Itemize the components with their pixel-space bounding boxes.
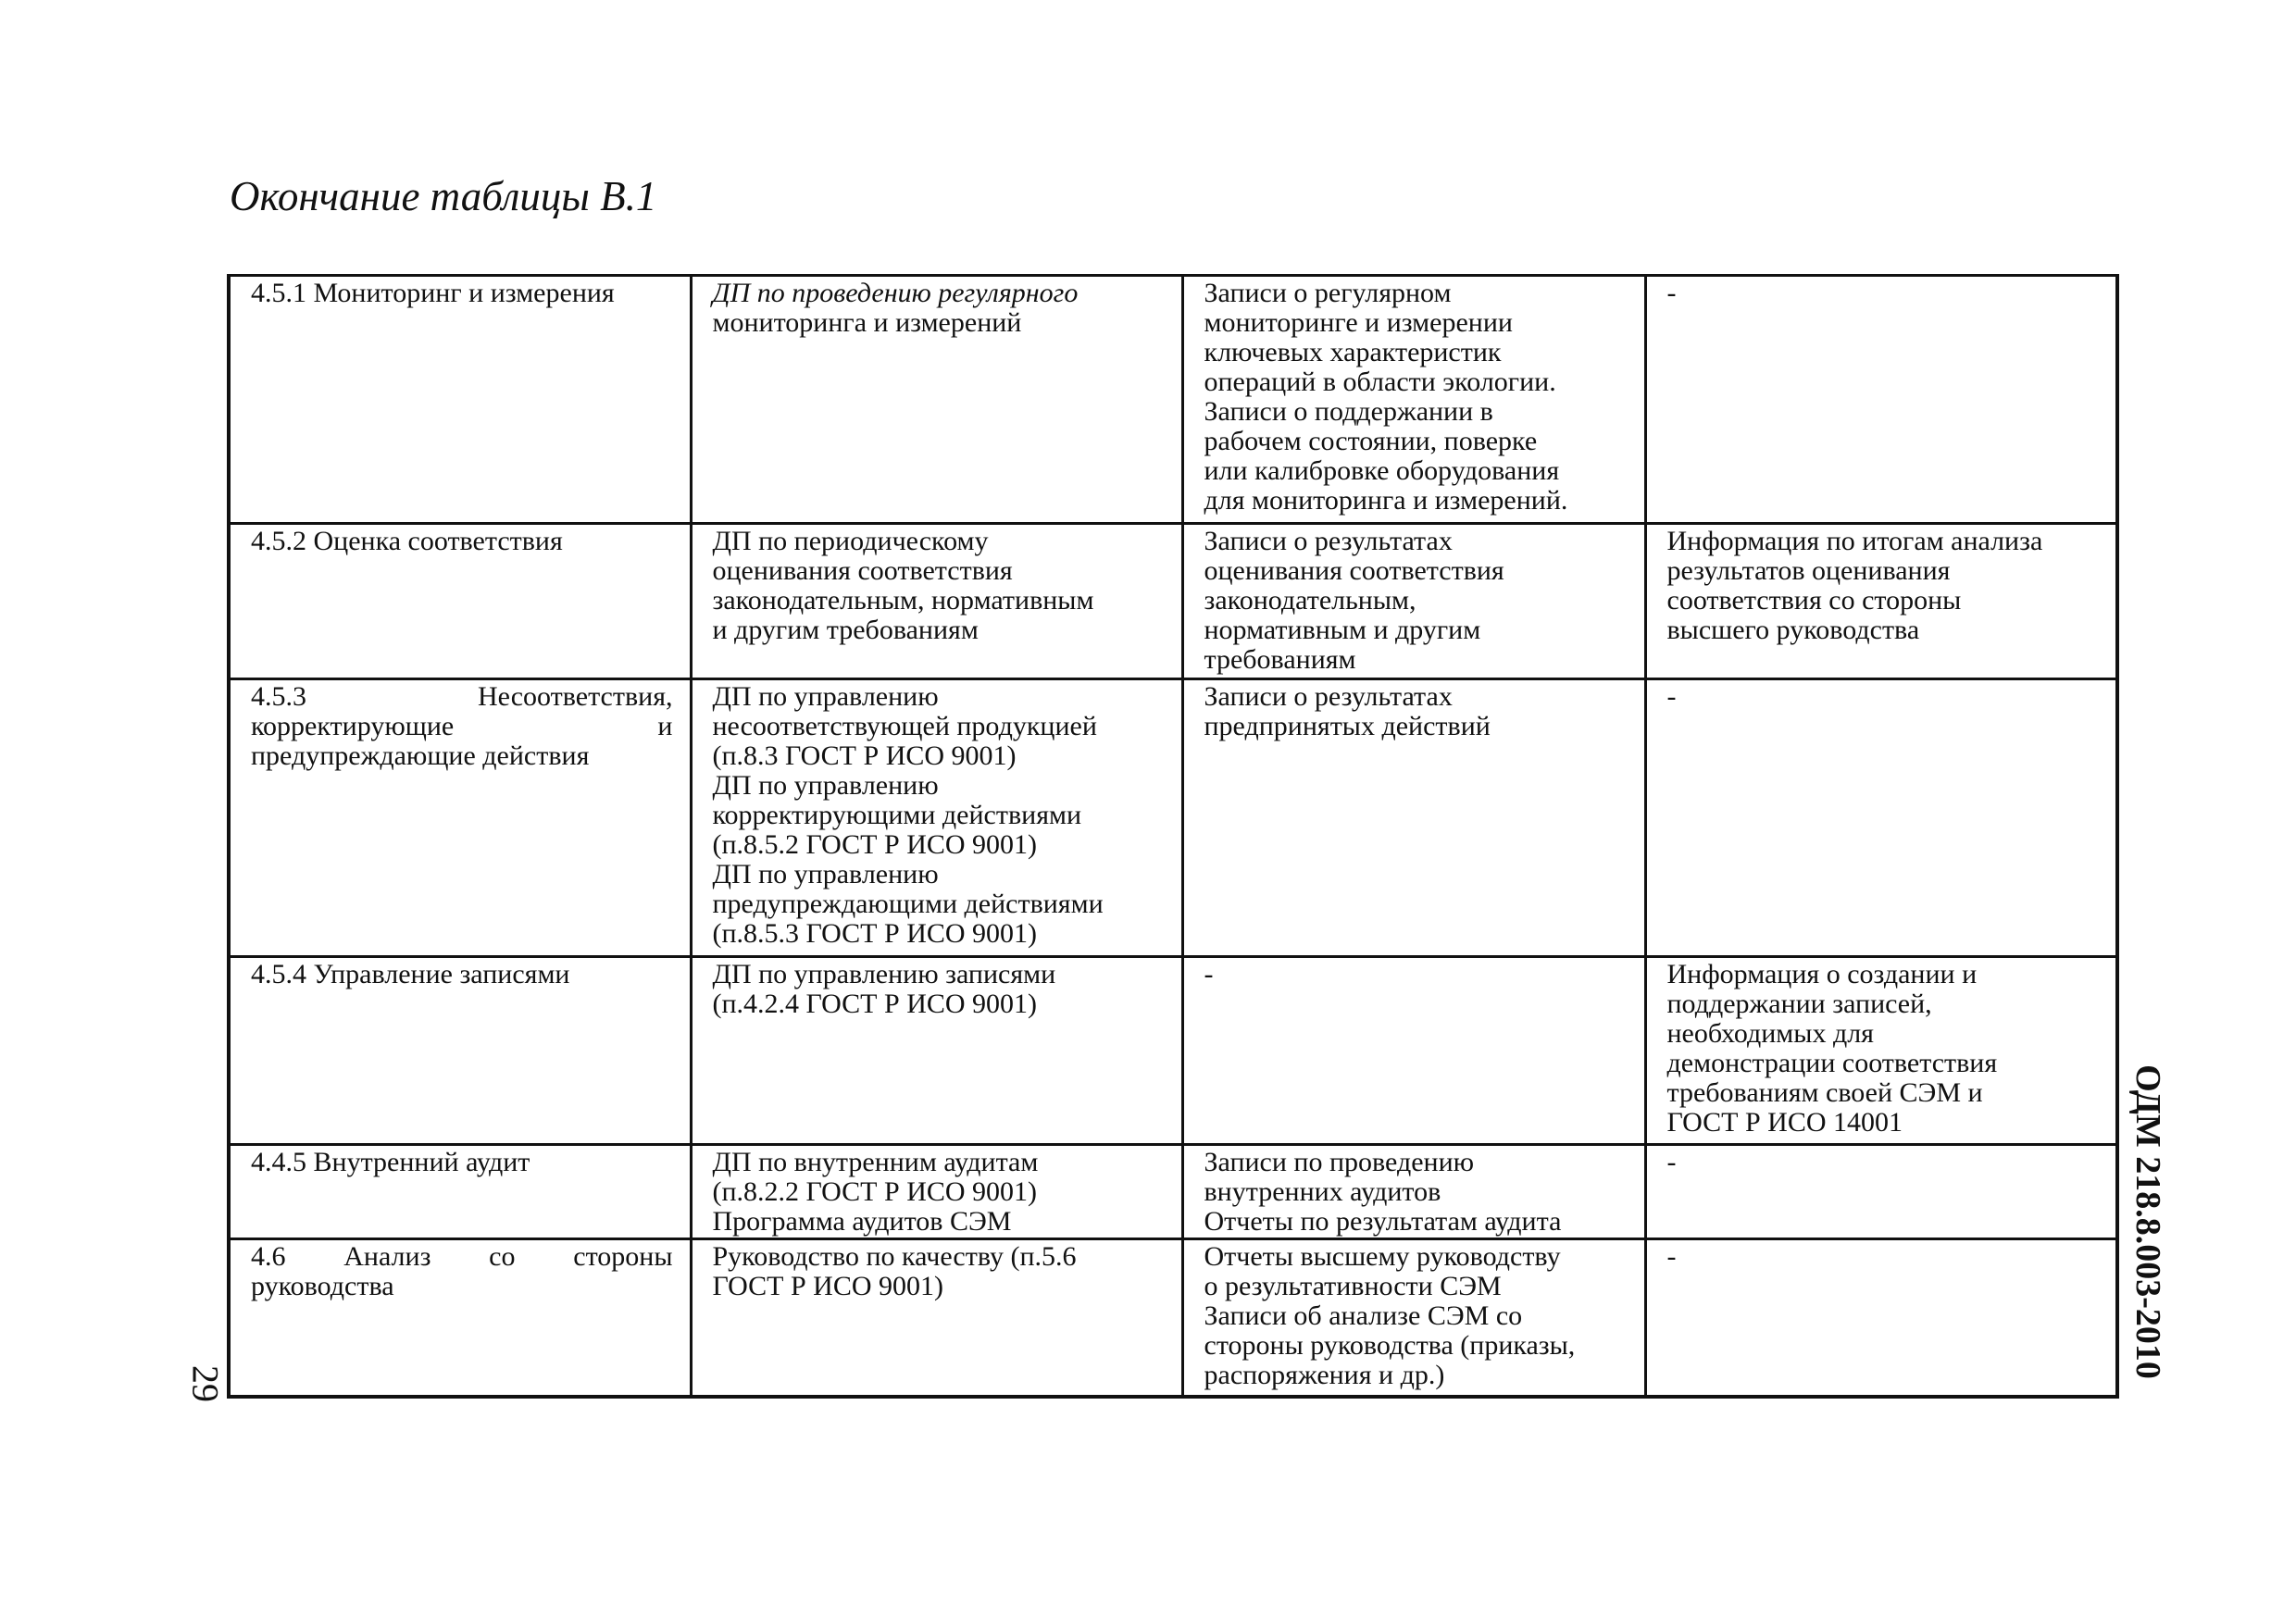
procedure-cell xyxy=(691,957,1182,1145)
cell-line: распоряжения и др.) xyxy=(1204,1360,1445,1390)
cell-line: 4.5.3 Несоответствия, xyxy=(251,681,673,712)
cell-line: операций в области экологии. xyxy=(1204,367,1556,397)
information-cell xyxy=(1645,524,2117,679)
table-row xyxy=(229,957,2117,1145)
cell-line: Программа аудитов СЭМ xyxy=(712,1206,1012,1237)
clause-cell xyxy=(229,1239,691,1397)
cell-line: поддержании записей, xyxy=(1666,989,1932,1019)
cell-line: ГОСТ Р ИСО 9001) xyxy=(712,1271,943,1301)
records-cell xyxy=(1182,1145,1645,1239)
cell-line: ДП по внутренним аудитам xyxy=(712,1147,1039,1177)
page-number: 29 xyxy=(184,1365,227,1402)
clause-cell xyxy=(229,276,691,524)
cell-line: корректирующими действиями xyxy=(712,800,1082,830)
cell-line: Информация о создании и xyxy=(1666,959,1978,989)
cell-line: требованиям своей СЭМ и xyxy=(1666,1077,1983,1108)
cell-line: и другим требованиям xyxy=(712,615,979,645)
cell-line: ключевых характеристик xyxy=(1204,337,1502,367)
cell-line: Отчеты высшему руководству xyxy=(1204,1241,1561,1272)
records-cell xyxy=(1182,679,1645,957)
information-cell xyxy=(1645,1239,2117,1397)
procedure-cell xyxy=(691,524,1182,679)
cell-line: руководства xyxy=(251,1271,394,1301)
records-cell xyxy=(1182,957,1645,1145)
cell-line: или калибровке оборудования xyxy=(1204,455,1560,486)
cell-line: 4.6 Анализ со стороны xyxy=(251,1241,673,1272)
table-caption: Окончание таблицы В.1 xyxy=(230,173,657,219)
cell-line: Записи о регулярном xyxy=(1204,278,1452,308)
information-cell xyxy=(1645,957,2117,1145)
cell-line: ДП по управлению xyxy=(712,859,939,889)
cell-line: соответствия со стороны xyxy=(1666,585,1962,616)
cell-line: ДП по управлению записями xyxy=(712,959,1056,989)
clause-cell xyxy=(229,524,691,679)
cell-line: предупреждающими действиями xyxy=(712,889,1104,919)
cell-line: ДП по управлению xyxy=(712,681,939,712)
cell-line: оценивания соответствия xyxy=(712,555,1013,586)
cell-line: мониторинге и измерении xyxy=(1204,307,1513,338)
cell-line: законодательным, xyxy=(1204,585,1416,616)
cell-line: 4.4.5 Внутренний аудит xyxy=(251,1147,530,1177)
cell-line: ДП по управлению xyxy=(712,770,939,801)
cell-line: рабочем состоянии, поверке xyxy=(1204,426,1538,456)
cell-line: - xyxy=(1666,1241,1677,1272)
cell-line: несоответствующей продукцией xyxy=(712,711,1097,741)
cell-line: законодательным, нормативным xyxy=(712,585,1094,616)
table-row xyxy=(229,679,2117,957)
cell-line: внутренних аудитов xyxy=(1204,1176,1441,1207)
cell-line: о результативности СЭМ xyxy=(1204,1271,1502,1301)
cell-line: (п.4.2.4 ГОСТ Р ИСО 9001) xyxy=(712,989,1038,1019)
cell-line: (п.8.2.2 ГОСТ Р ИСО 9001) xyxy=(712,1176,1038,1207)
document-code: ОДМ 218.8.003-2010 xyxy=(2128,1064,2167,1379)
cell-line: - xyxy=(1666,278,1677,308)
cell-line: ДП по проведению регулярного xyxy=(712,278,1079,308)
cell-line: (п.8.3 ГОСТ Р ИСО 9001) xyxy=(712,740,1017,771)
cell-line: (п.8.5.3 ГОСТ Р ИСО 9001) xyxy=(712,918,1038,949)
clause-cell xyxy=(229,957,691,1145)
table-row xyxy=(229,1239,2117,1397)
cell-line: высшего руководства xyxy=(1666,615,1920,645)
cell-line: Записи о поддержании в xyxy=(1204,396,1493,427)
cell-line: (п.8.5.2 ГОСТ Р ИСО 9001) xyxy=(712,829,1038,860)
cell-line: результатов оценивания xyxy=(1666,555,1951,586)
cell-line: нормативным и другим xyxy=(1204,615,1481,645)
table-row xyxy=(229,276,2117,524)
records-cell xyxy=(1182,1239,1645,1397)
cell-line: 4.5.1 Мониторинг и измерения xyxy=(251,278,615,308)
cell-line: необходимых для xyxy=(1666,1018,1874,1049)
clause-cell xyxy=(229,679,691,957)
cell-line: предпринятых действий xyxy=(1204,711,1491,741)
cell-line: Руководство по качеству (п.5.6 xyxy=(712,1241,1077,1272)
information-cell xyxy=(1645,1145,2117,1239)
cell-line: для мониторинга и измерений. xyxy=(1204,485,1568,516)
requirements-table xyxy=(227,274,2119,1399)
cell-line: предупреждающие действия xyxy=(251,740,590,771)
records-cell xyxy=(1182,276,1645,524)
cell-line: Записи по проведению xyxy=(1204,1147,1475,1177)
cell-line: - xyxy=(1666,681,1677,712)
clause-cell xyxy=(229,1145,691,1239)
information-cell xyxy=(1645,679,2117,957)
procedure-cell xyxy=(691,1239,1182,1397)
cell-line: 4.5.4 Управление записями xyxy=(251,959,570,989)
records-cell xyxy=(1182,524,1645,679)
table-row xyxy=(229,524,2117,679)
cell-line: корректирующие и xyxy=(251,711,673,741)
table-row xyxy=(229,1145,2117,1239)
cell-line: ДП по периодическому xyxy=(712,526,989,556)
cell-line: ГОСТ Р ИСО 14001 xyxy=(1666,1107,1903,1138)
cell-line: стороны руководства (приказы, xyxy=(1204,1330,1576,1361)
cell-line: 4.5.2 Оценка соответствия xyxy=(251,526,563,556)
cell-line: оценивания соответствия xyxy=(1204,555,1504,586)
procedure-cell xyxy=(691,679,1182,957)
information-cell xyxy=(1645,276,2117,524)
procedure-cell xyxy=(691,276,1182,524)
cell-line: Записи об анализе СЭМ со xyxy=(1204,1300,1523,1331)
cell-line: Информация по итогам анализа xyxy=(1666,526,2043,556)
procedure-cell xyxy=(691,1145,1182,1239)
cell-line: Записи о результатах xyxy=(1204,681,1453,712)
cell-line: Записи о результатах xyxy=(1204,526,1453,556)
cell-line: требованиям xyxy=(1204,644,1356,675)
cell-line: - xyxy=(1666,1147,1677,1177)
cell-line: демонстрации соответствия xyxy=(1666,1048,1998,1078)
cell-line: мониторинга и измерений xyxy=(712,307,1022,338)
cell-line: Отчеты по результатам аудита xyxy=(1204,1206,1562,1237)
cell-line: - xyxy=(1204,959,1214,989)
